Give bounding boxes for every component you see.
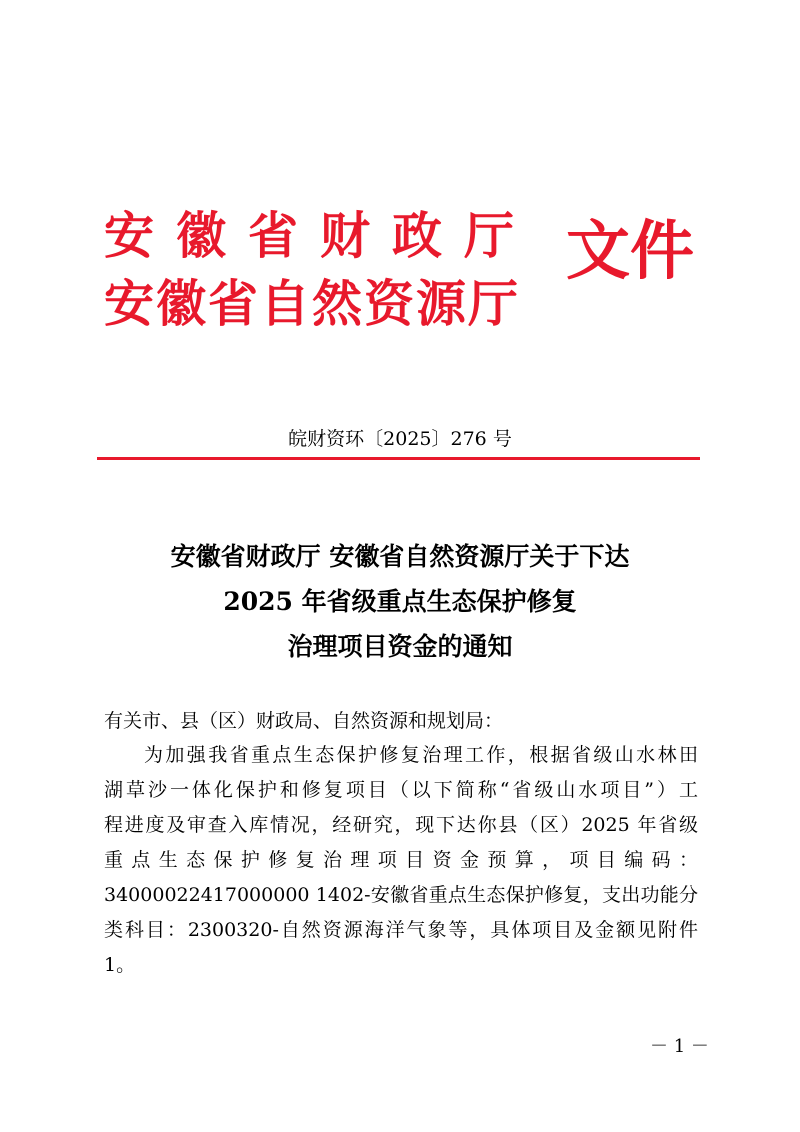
title-line-1: 安徽省财政厅 安徽省自然资源厅关于下达 xyxy=(170,542,630,571)
title-line-2: 2025 年省级重点生态保护修复 xyxy=(223,587,577,616)
issuer-finance-dept: 安徽省财政厅 xyxy=(104,206,536,265)
paragraph-line: 34000022417000000 1402-安徽省重点生态保护修复，支出功能分 xyxy=(104,884,698,906)
document-header-suffix: 文件 xyxy=(566,214,694,289)
document-number: 皖财资环〔2025〕276 号 xyxy=(288,428,512,450)
paragraph-line: 1。 xyxy=(104,954,136,976)
body-paragraph xyxy=(104,738,698,983)
document-title xyxy=(0,534,800,669)
title-line-3: 治理项目资金的通知 xyxy=(287,632,513,661)
page-number: － 1 － xyxy=(650,1036,709,1057)
red-divider-line xyxy=(97,457,700,460)
addressee: 有关市、县（区）财政局、自然资源和规划局： xyxy=(104,710,504,732)
paragraph-line: 程进度及审查入库情况，经研究，现下达你县（区）2025 年省级 xyxy=(104,814,698,836)
paragraph-line: 类科目：2300320-自然资源海洋气象等，具体项目及金额见附件 xyxy=(104,919,698,941)
paragraph-line: 重点生态保护修复治理项目资金预算，项目编码： xyxy=(104,849,698,871)
paragraph-line: 湖草沙一体化保护和修复项目（以下简称“省级山水项目”）工 xyxy=(104,779,698,801)
paragraph-line: 为加强我省重点生态保护修复治理工作，根据省级山水林田 xyxy=(144,744,698,766)
issuer-natural-resources-dept: 安徽省自然资源厅 xyxy=(104,274,520,333)
